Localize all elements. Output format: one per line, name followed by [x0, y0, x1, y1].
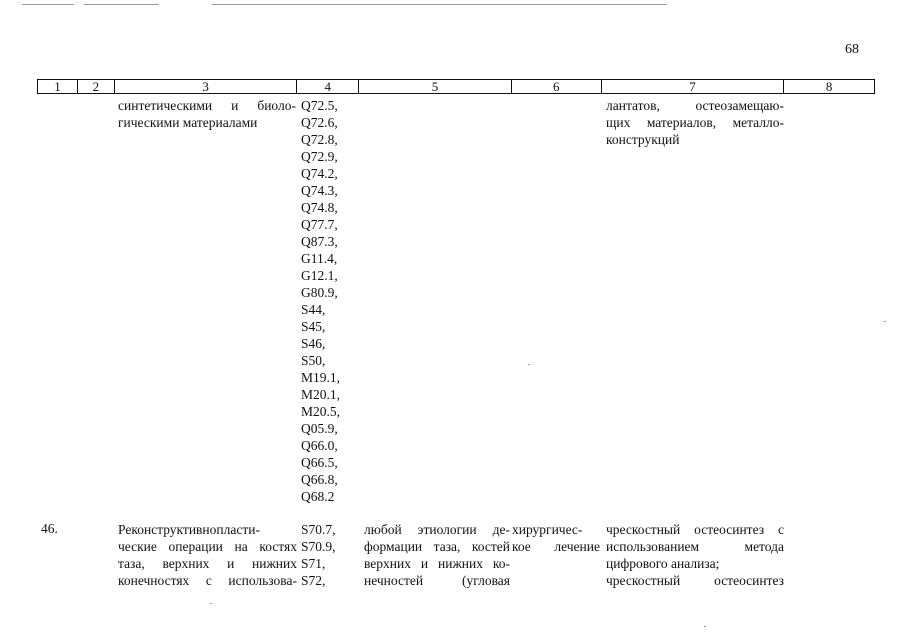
row46-col6 [512, 521, 600, 555]
header-cell-7: 7 [602, 80, 785, 93]
scan-artifact-line [22, 4, 74, 5]
scan-speck [528, 364, 530, 365]
diagnosis-code: Q72.8, [301, 132, 338, 147]
diagnosis-code: S46, [301, 336, 326, 351]
diagnosis-code: Q66.5, [301, 455, 338, 470]
continued-row-col7 [606, 97, 784, 148]
text-line: формации таза, костей [364, 539, 510, 554]
diagnosis-code: S45, [301, 319, 326, 334]
text-line: цифрового анализа; [606, 556, 720, 571]
text-line: таза, верхних и нижних [118, 556, 297, 571]
row46-col5 [364, 521, 510, 589]
diagnosis-code: Q77.7, [301, 217, 338, 232]
diagnosis-code: Q74.8, [301, 200, 338, 215]
text-line: любой этиологии де- [364, 522, 510, 537]
diagnosis-code: Q74.3, [301, 183, 338, 198]
row46-col7 [606, 521, 784, 589]
diagnosis-code: Q87.3, [301, 234, 338, 249]
continued-row-col3 [118, 97, 296, 131]
text-line: конечностях с использова- [118, 573, 297, 588]
header-cell-4: 4 [297, 80, 359, 93]
text-line: конструкций [606, 132, 680, 147]
text-line: кое лечение [512, 539, 600, 554]
diagnosis-code: Q66.0, [301, 438, 338, 453]
table-header-row [37, 79, 875, 94]
scan-speck [704, 626, 706, 627]
diagnosis-code: S44, [301, 302, 326, 317]
header-cell-3: 3 [115, 80, 298, 93]
diagnosis-code: G11.4, [301, 251, 338, 266]
header-cell-6: 6 [512, 80, 602, 93]
diagnosis-code: S72, [301, 573, 326, 588]
text-line: щих материалов, металло- [606, 115, 784, 130]
text-line: верхних и нижних ко- [364, 556, 510, 571]
text-line: ческие операции на костях [118, 539, 297, 554]
diagnosis-code: Q74.2, [301, 166, 338, 181]
row46-col4-codes [301, 521, 359, 589]
diagnosis-code: Q66.8, [301, 472, 338, 487]
diagnosis-code: G12.1, [301, 268, 338, 283]
diagnosis-code: Q72.5, [301, 98, 338, 113]
diagnosis-code: M20.1, [301, 387, 341, 402]
text-line: хирургичес- [512, 522, 583, 537]
diagnosis-code: Q72.9, [301, 149, 338, 164]
diagnosis-code: M19.1, [301, 370, 341, 385]
diagnosis-code: Q05.9, [301, 421, 338, 436]
diagnosis-code: S50, [301, 353, 326, 368]
text-line: нечностей (угловая [364, 573, 510, 588]
scan-artifact-line [84, 4, 159, 5]
header-cell-8: 8 [825, 79, 833, 94]
diagnosis-code: S70.9, [301, 539, 336, 554]
diagnosis-code: S71, [301, 556, 326, 571]
text-line: лантатов, остеозамещаю- [606, 98, 784, 113]
text-line: чрескостный остеосинтез [606, 573, 784, 588]
header-cell-5: 5 [359, 80, 512, 93]
diagnosis-code: G80.9, [301, 285, 338, 300]
scan-speck [884, 321, 886, 322]
row-number: 46. [41, 521, 58, 536]
continued-row-col4-codes [301, 97, 359, 505]
text-line: синтетическими и биоло- [118, 98, 296, 113]
page-number: 68 [845, 42, 859, 57]
diagnosis-code: Q72.6, [301, 115, 338, 130]
diagnosis-code: M20.5, [301, 404, 341, 419]
text-line: Реконструктивнопласти- [118, 522, 260, 537]
scan-artifact-line [212, 4, 667, 5]
diagnosis-code: S70.7, [301, 522, 336, 537]
text-line: гическими материалами [118, 115, 258, 130]
diagnosis-code: Q68.2 [301, 489, 335, 504]
text-line: использованием метода [606, 539, 784, 554]
text-line: чрескостный остеосинтез с [606, 522, 784, 537]
header-cell-1: 1 [38, 80, 78, 93]
header-cell-2: 2 [78, 80, 115, 93]
row46-col3 [118, 521, 297, 589]
scan-speck [210, 603, 212, 604]
